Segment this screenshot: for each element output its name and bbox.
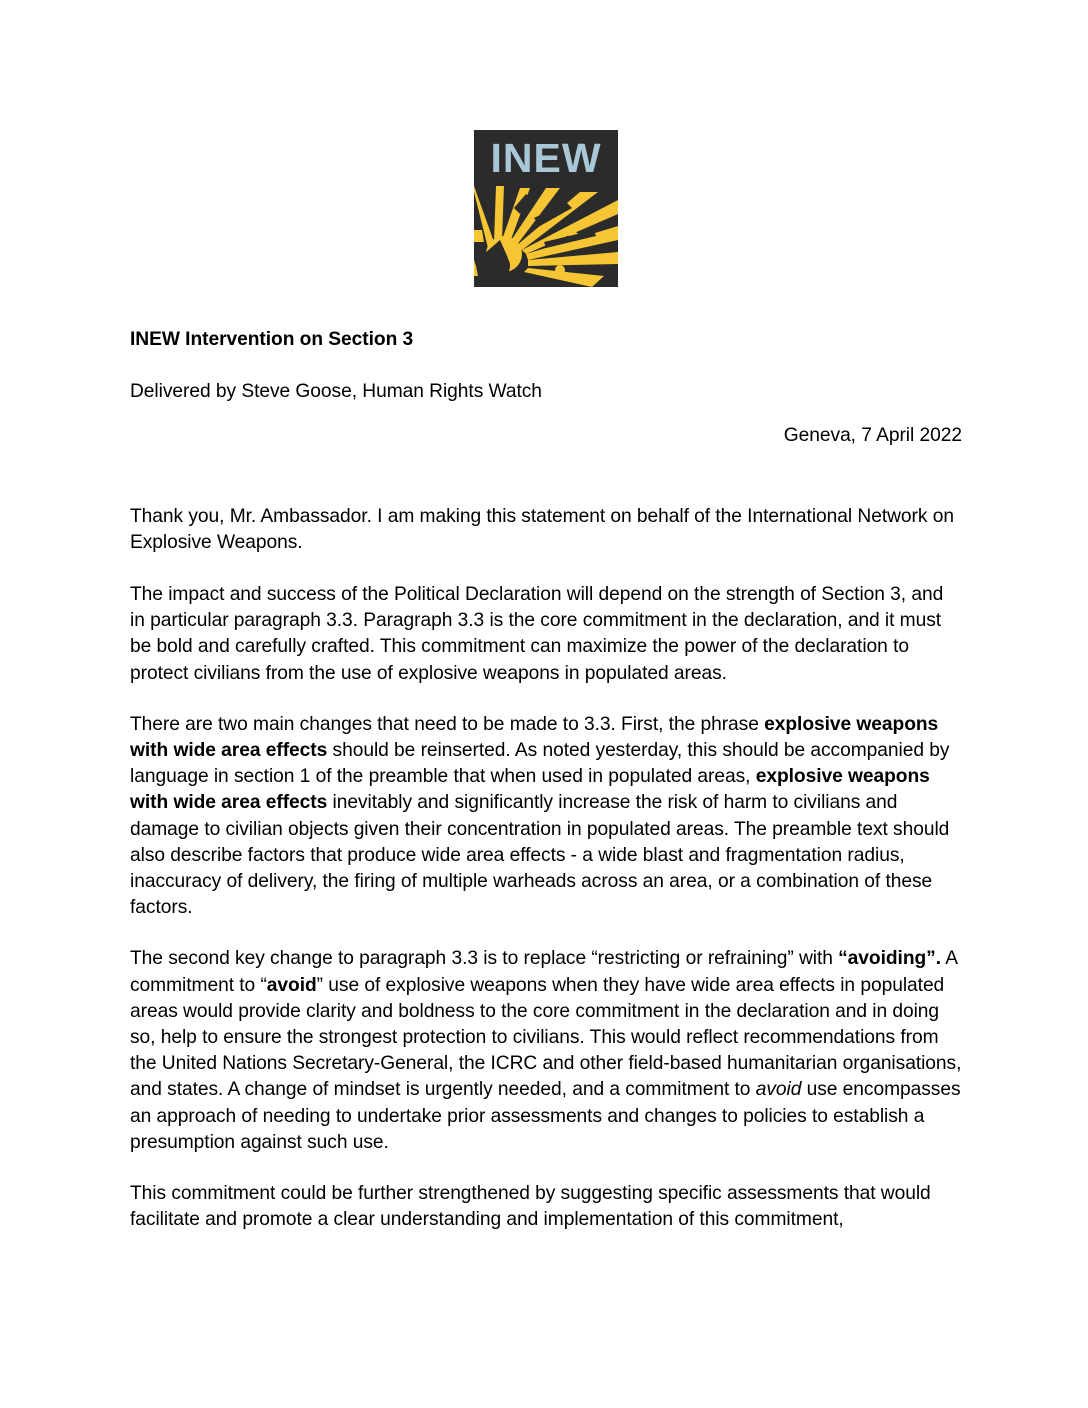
- dateline: Geneva, 7 April 2022: [783, 425, 962, 447]
- bold-phrase: explosive weapons with wide area effects: [130, 766, 930, 814]
- italic-phrase: avoid: [755, 1079, 802, 1101]
- document-title: INEW Intervention on Section 3: [130, 329, 414, 350]
- paragraph-opening: Thank you, Mr. Ambassador. I am making this statement on behalf of the International Network on Explosive Weapons.: [130, 505, 954, 553]
- paragraph-text: The second key change to paragraph 3.3 is to replace “restricting or refraining” with: [130, 948, 839, 970]
- bold-phrase: explosive weapons with wide area effects: [130, 713, 939, 762]
- logo-wordmark: INEW: [490, 135, 602, 181]
- paragraph-text: inevitably and significantly increase the risk of harm to civilians and damage to civilian objects given their concentration in populated areas. The preamble text should also describe factors that produce wide area effects - a wide blast and fragmentation radius, inaccuracy of delivery, the firing of multiple warheads across an area, or a combination of these factors.: [130, 792, 950, 919]
- paragraph-text: use encompasses an approach of needing to undertake prior assessments and changes to policies to establish a presumption against such use.: [130, 1079, 961, 1153]
- paragraph-second-change: [130, 946, 962, 1156]
- bold-phrase: avoid: [266, 974, 317, 996]
- paragraph-strengthened: This commitment could be further strengthened by suggesting specific assessments that would facilitate and promote a clear understanding and implementation of this commitment,: [130, 1183, 931, 1231]
- paragraph-impact: The impact and success of the Political Declaration will depend on the strength of Section 3, and in particular paragraph 3.3. Paragraph 3.3 is the core commitment in the declaration, and it must be bold and carefully crafted. This commitment can maximize the power of the declaration to protect civilians from the use of explosive weapons in populated areas.: [130, 584, 944, 684]
- paragraph-text: A commitment to “: [130, 948, 957, 996]
- bold-phrase: “avoiding”.: [838, 948, 941, 970]
- inew-logo-graphic: [474, 130, 618, 287]
- document-body: [130, 327, 962, 1258]
- paragraph-two-changes: [130, 712, 962, 922]
- inew-logo: [474, 130, 618, 287]
- delivered-by-line: Delivered by Steve Goose, Human Rights Watch: [130, 381, 542, 403]
- paragraph-text: There are two main changes that need to be made to 3.3. First, the phrase: [130, 713, 765, 735]
- paragraph-text: ” use of explosive weapons when they have wide area effects in populated areas would provide clarity and boldness to the core commitment in the declaration and in doing so, help to ensure the strongest protection to civilians. This would reflect recommendations from the United Nations Secretary-General, the ICRC and other field-based humanitarian organisations, and states. A change of mindset is urgently needed, and a commitment to: [130, 974, 962, 1101]
- paragraph-text: should be reinserted. As noted yesterday, this should be accompanied by language in section 1 of the preamble that when used in populated areas,: [130, 740, 950, 788]
